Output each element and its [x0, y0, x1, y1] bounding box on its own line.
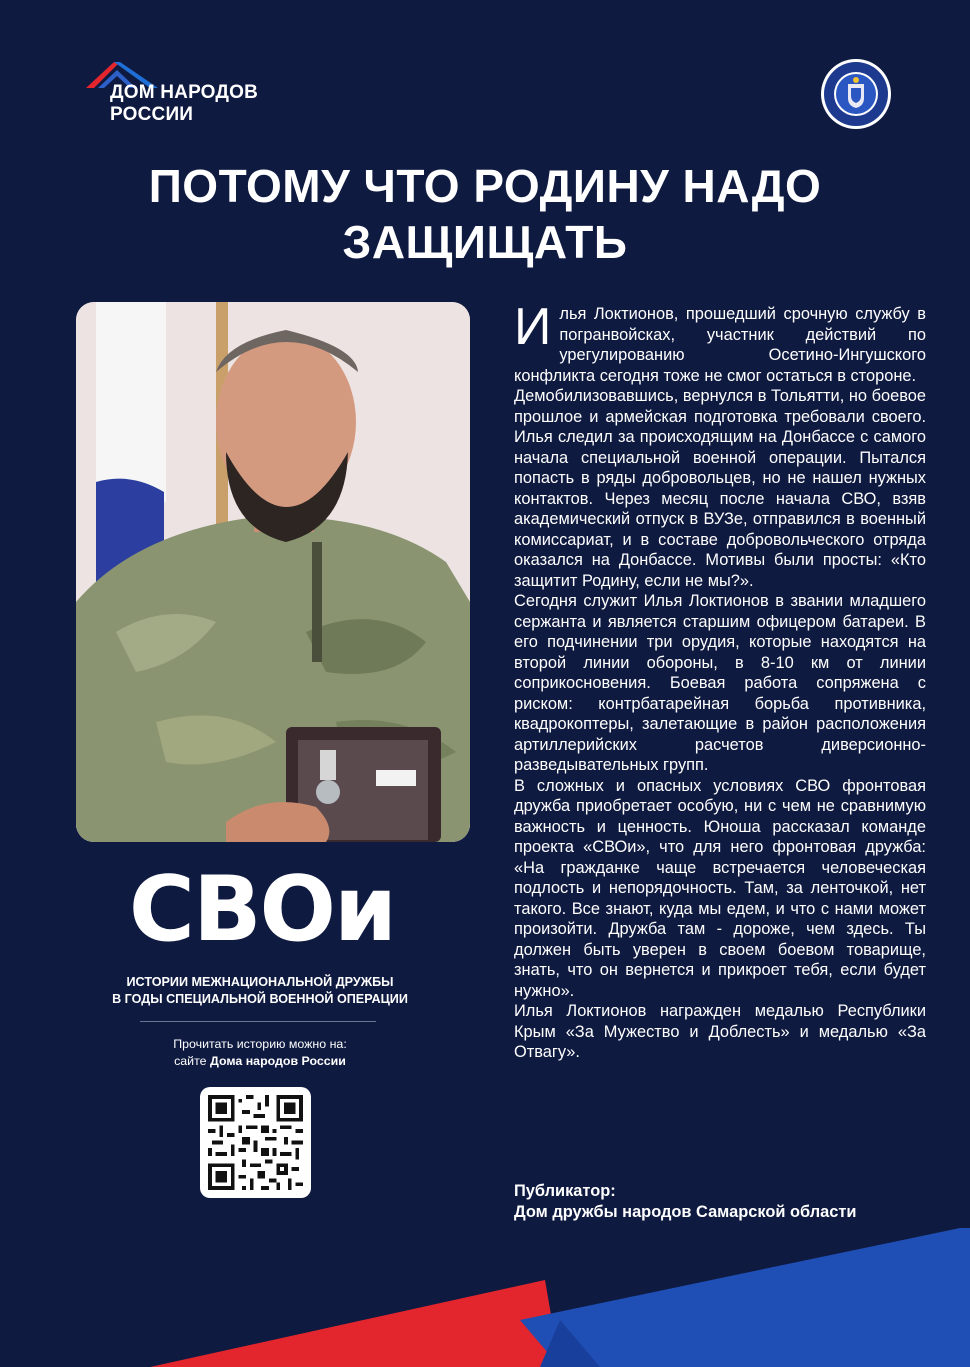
- project-subtitle-line1: ИСТОРИИ МЕЖНАЦИОНАЛЬНОЙ ДРУЖБЫ: [126, 975, 394, 989]
- paragraph-1-text: лья Локтионов, прошедший срочную службу в погранвойсках, участник действий по урегулированию Осетино-Ингушского конфликта сегодня тоже не смог остаться в стороне.: [514, 305, 926, 385]
- page-title: [60, 158, 910, 270]
- publisher-name: Дом дружбы народов Самарской области: [514, 1203, 857, 1221]
- emblem-icon: [820, 58, 892, 130]
- publisher-label: Публикатор:: [514, 1182, 616, 1200]
- logo-line1: ДОМ НАРОДОВ: [110, 82, 259, 103]
- article-paragraph-2: Демобилизовавшись, вернулся в Тольятти, но боевое прошлое и армейская подготовка требовали своего. Илья следил за происходящим на Донбассе с самого начала специальной военной операции. Пытался попасть в ряды добровольцев, но не нашел нужных контактов. Через месяц после начала СВО, взяв академический отпуск в ВУЗе, отправился в военный комиссариат, и в составе добровольческого отряда оказался на Донбассе. Мотивы были просты: «Кто защитит Родину, если не мы?».: [514, 387, 926, 590]
- title-line1: ПОТОМУ ЧТО РОДИНУ НАДО: [148, 160, 822, 212]
- project-subtitle: [80, 974, 440, 1008]
- portrait-photo: [76, 302, 470, 842]
- project-logo: СВОи: [128, 857, 396, 962]
- article-paragraph-1: [514, 298, 926, 386]
- read-site-link[interactable]: Дома народов России: [209, 1054, 346, 1068]
- logo-text: [110, 82, 258, 126]
- project-subtitle-line2: В ГОДЫ СПЕЦИАЛЬНОЙ ВОЕННОЙ ОПЕРАЦИИ: [112, 992, 408, 1006]
- drop-cap: И: [514, 298, 552, 356]
- logo-line2: РОССИИ: [110, 104, 194, 125]
- read-line2: [100, 1053, 420, 1070]
- read-story-note: [100, 1036, 420, 1070]
- qr-code-icon[interactable]: [200, 1087, 311, 1198]
- read-prefix: сайте: [174, 1054, 210, 1068]
- divider: [140, 1021, 376, 1022]
- bottom-decoration: [0, 1200, 970, 1367]
- article-paragraph-5: Илья Локтионов награжден медалью Республики Крым «За Мужество и Доблесть» и медалью «За Отвагу».: [514, 1002, 926, 1061]
- article-paragraph-4: В сложных и опасных условиях СВО фронтовая дружба приобретает особую, ни с чем не сравнимую важность и ценность. Юноша рассказал команде проекта «СВОи», что для него фронтовая дружба: «На гражданке чаще встречается человеческая подлость и непорядочность. Там, за ленточкой, нет такого. Все знают, куда мы едем, и что с нами может произойти. Дружба там - дороже, чем здесь. Ты должен быть уверен в своем боевом товарище, знать, что он вернется и прикроет тебя, если будет нужно».: [514, 776, 926, 1000]
- read-line1: Прочитать историю можно на:: [173, 1037, 347, 1051]
- article-text: [514, 298, 926, 1063]
- article-paragraph-3: Сегодня служит Илья Локтионов в звании младшего сержанта и является старшим офицером батареи. В его подчинении три орудия, которые находятся на второй линии обороны, в 8-10 км от линии соприкосновения. Боевая работа сопряжена с риском: контрбатарейная борьба противника, квадрокоптеры, залетающие в район расположения артиллерийских расчетов диверсионно-разведывательных групп.: [514, 592, 926, 774]
- dom-narodov-logo[interactable]: [84, 58, 284, 128]
- title-line2: ЗАЩИЩАТЬ: [342, 216, 628, 268]
